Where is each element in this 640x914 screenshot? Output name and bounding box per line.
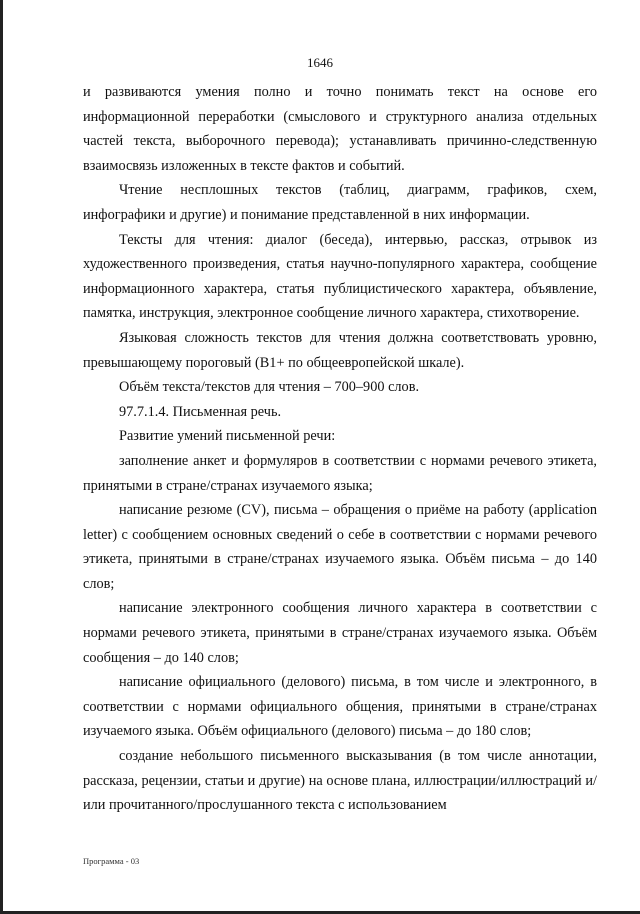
list-item: написание резюме (CV), письма – обращения о приёме на работу (application letter) с сообщением основных сведений о себе в соответствии с нормами речевого этикета, принятыми в стране/странах изучаемого языка. Объём письма – до 140 слов; — [83, 502, 597, 592]
paragraph: Языковая сложность текстов для чтения должна соответствовать уровню, превышающему пороговый (В1+ по общеевропейской шкале). — [83, 329, 597, 371]
paragraph: Тексты для чтения: диалог (беседа), интервью, рассказ, отрывок из художественного произведения, статья научно-популярного характера, сообщение информационного характера, статья публицистического характера, объявление, памятка, инструкция, электронное сообщение личного характера, стихотворение. — [83, 231, 597, 322]
list-item: создание небольшого письменного высказывания (в том числе аннотации, рассказа, рецензии, статьи и другие) на основе плана, иллюстрации/иллюстраций и/или прочитанного/прослушанного текста с использованием — [83, 748, 597, 814]
page-number: 1646 — [307, 55, 333, 70]
section-heading: 97.7.1.4. Письменная речь. — [119, 403, 282, 420]
footer-label: Программа - 03 — [83, 856, 140, 866]
list-item: написание электронного сообщения личного характера в соответствии с нормами речевого этикета, принятыми в стране/странах изучаемого языка. Объём сообщения – до 140 слов; — [83, 600, 597, 666]
paragraph: Чтение несплошных текстов (таблиц, диаграмм, графиков, схем, инфографики и другие) и понимание представленной в них информации. — [83, 182, 597, 223]
list-item: написание официального (делового) письма, в том числе и электронного, в соответствии с нормами официального общения, принятыми в стране/странах изучаемого языка. Объём официального (делового) письма – до 180 слов; — [83, 674, 597, 740]
body-text — [83, 80, 597, 818]
paragraph: и развиваются умения полно и точно понимать текст на основе его информационной переработки (смыслового и структурного анализа отдельных частей текста, выборочного перевода); устанавливать причинно-следственную взаимосвязь изложенных в тексте фактов и событий. — [83, 84, 597, 174]
list-item: заполнение анкет и формуляров в соответствии с нормами речевого этикета, принятыми в стране/странах изучаемого языка; — [83, 452, 597, 494]
paragraph: Развитие умений письменной речи: — [119, 428, 336, 445]
paragraph: Объём текста/текстов для чтения – 700–900 слов. — [119, 379, 420, 396]
